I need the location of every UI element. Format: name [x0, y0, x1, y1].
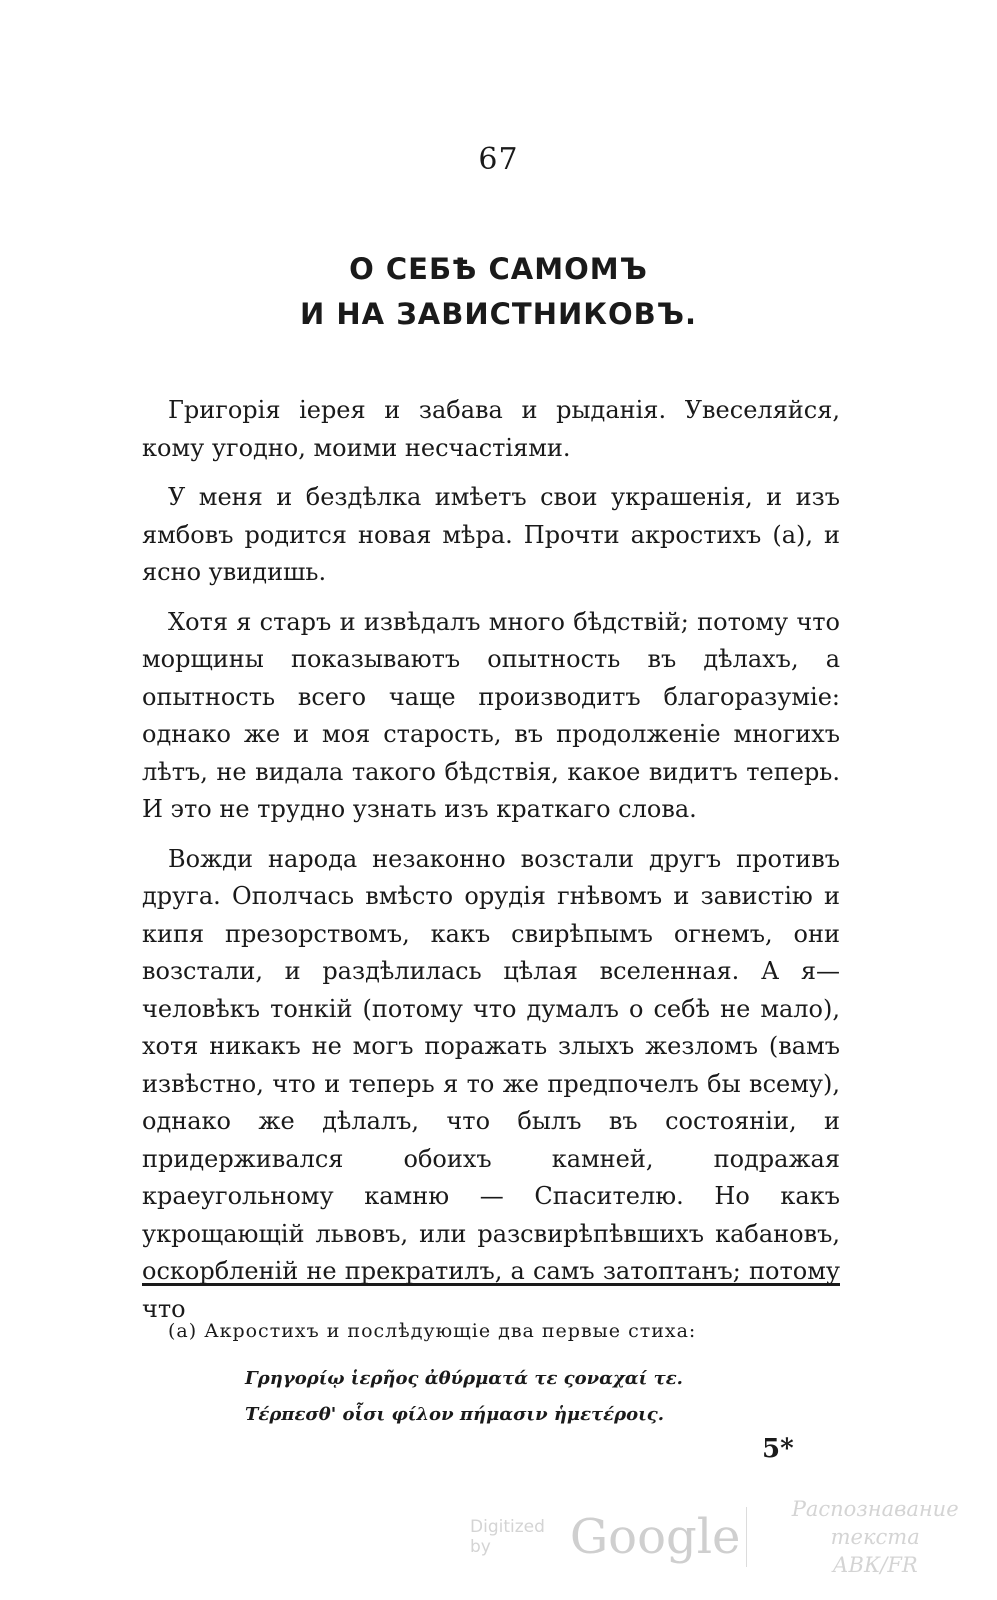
footnote-greek-line-1: Γρηγορίῳ ἱερῆος ἀθύρματά τε ςοναχαί τε.	[245, 1368, 683, 1389]
page-number: 67	[478, 142, 519, 177]
signature-mark: 5*	[762, 1434, 794, 1464]
watermark-recognition-line-1: Распознавание текста	[791, 1497, 959, 1549]
footnote-text: (а) Акростихъ и послѣдующіе два первые стиха:	[168, 1320, 697, 1342]
paragraph-3: Хотя я старъ и извѣдалъ много бѣдствій; потому что морщины показываютъ опытность въ дѣлахъ, а опытность всего чаще производитъ благоразуміе: однако же и моя старость, въ продолженіе многихъ лѣтъ, не видала такого бѣдствія, какое видитъ теперь. И это не трудно узнать изъ краткаго слова.	[142, 607, 840, 823]
paragraph-4: Вожди народа незаконно возстали другъ противъ друга. Ополчась вмѣсто орудія гнѣвомъ и завистію и кипя презорствомъ, какъ свирѣпымъ огнемъ, они возстали, и раздѣлилась цѣлая вселенная. А я—человѣкъ тонкій (потому что думалъ о себѣ не мало), хотя никакъ не могъ поражать злыхъ жезломъ (вамъ извѣстно, что и теперь я то же предпочелъ бы всему), однако же дѣлалъ, что былъ въ состояніи, и придерживался обоихъ камней, подражая краеугольному камню — Спасителю. Но какъ укрощающій львовъ, или разсвирѣпѣвшихъ кабановъ, оскорбленій не прекратилъ, а самъ затоптанъ; потому что	[142, 844, 840, 1323]
footnote-greek-line-2: Τέρπεσθ' οἷσι φίλον πήμασιν ἡμετέροις.	[245, 1404, 665, 1425]
watermark-digitized: Digitized by	[470, 1517, 545, 1557]
watermark-divider	[746, 1507, 747, 1567]
watermark-recognition	[753, 1495, 997, 1579]
body-text	[142, 392, 840, 1340]
watermark-google-logo: Google	[569, 1509, 741, 1565]
footnote-divider	[142, 1283, 840, 1286]
watermark	[470, 1497, 997, 1577]
page-title-line-1: О СЕБѢ САМОМЪ	[349, 252, 648, 286]
page-title-line-2: И НА ЗАВИСТНИКОВЪ.	[300, 297, 697, 331]
paragraph-2: У меня и бездѣлка имѣетъ свои украшенія, и изъ ямбовъ родится новая мѣра. Прочти акростихъ (а), и ясно увидишь.	[142, 483, 840, 586]
paragraph-1: Григорія іерея и забава и рыданія. Увеселяйся, кому угодно, моими несчастіями.	[142, 396, 840, 462]
watermark-recognition-line-2: АВК/FR	[832, 1553, 918, 1577]
